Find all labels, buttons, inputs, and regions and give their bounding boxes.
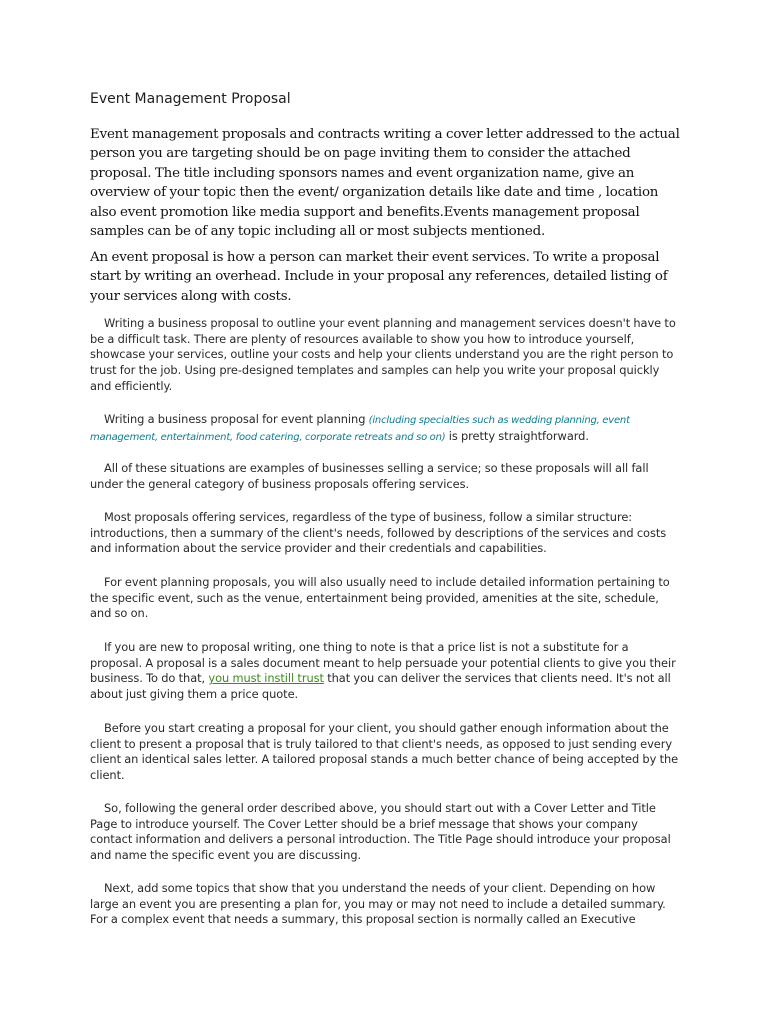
document-title: Event Management Proposal: [90, 91, 291, 107]
body-paragraph: For event planning proposals, you will also usually need to include detailed information pertaining to the specific event, such as the venue, entertainment being provided, amenities at the site, schedule, and so on.: [90, 575, 670, 621]
paragraph-text: that you can deliver the services that clients need. It's not all about just giving them a price quote.: [90, 671, 671, 702]
paragraph-text: is pretty straightforward.: [445, 428, 589, 443]
body-paragraph: All of these situations are examples of businesses selling a service; so these proposals will all fall under the general category of business proposals offering services.: [90, 461, 649, 491]
body-paragraph: Next, add some topics that show that you understand the needs of your client. Depending on how large an event you are presenting a plan for, you may or may not need to include a detailed summary. For a complex event that needs a summary, this proposal section is normally called an Executive: [90, 881, 666, 927]
body-paragraph: [90, 412, 680, 445]
body-paragraph: Most proposals offering services, regardless of the type of business, follow a similar structure: introductions, then a summary of the client's needs, followed by descriptions of the services and costs and information about the service provider and their credentials and capabilities.: [90, 510, 667, 556]
body-paragraph: [90, 640, 680, 703]
body-paragraph: So, following the general order described above, you should start out with a Cover Letter and Title Page to introduce yourself. The Cover Letter should be a brief message that shows your company contact information and delivers a personal introduction. The Title Page should introduce your proposal and name the specific event you are discussing.: [90, 801, 671, 863]
intro-paragraph: Event management proposals and contracts writing a cover letter addressed to the actual person you are targeting should be on page inviting them to consider the attached proposal. The title including sponsors names and event organization name, give an overview of your topic then the event/ organization details like date and time , location also event promotion like media support and benefits.Events management proposal samples can be of any topic including all or most subjects mentioned.: [90, 127, 680, 240]
body-paragraph: Writing a business proposal to outline your event planning and management services doesn't have to be a difficult task. There are plenty of resources available to show you how to introduce yourself, showcase your services, outline your costs and help your clients understand you are the right person to trust for the job. Using pre-designed templates and samples can help you write your proposal quickly and efficiently.: [90, 316, 676, 393]
intro-paragraph: An event proposal is how a person can market their event services. To write a proposal start by writing an overhead. Include in your proposal any references, detailed listing of your services along with costs.: [90, 250, 668, 304]
paragraph-text: If you are new to proposal writing, one thing to note is that a price list is not a substitute for a proposal. A proposal is a sales document meant to help persuade your potential clients to give you their business. To do that,: [90, 640, 676, 686]
body-paragraph: Before you start creating a proposal for your client, you should gather enough information about the client to present a proposal that is truly tailored to that client's needs, as opposed to just sending every client an identical sales letter. A tailored proposal stands a much better chance of being accepted by the client.: [90, 721, 679, 783]
specialties-note: (including specialties such as wedding planning, event management, entertainment, food catering, corporate retreats and so on): [90, 415, 630, 443]
paragraph-text: Writing a business proposal for event planning: [104, 412, 369, 426]
instill-trust-link[interactable]: you must instill trust: [208, 671, 324, 686]
